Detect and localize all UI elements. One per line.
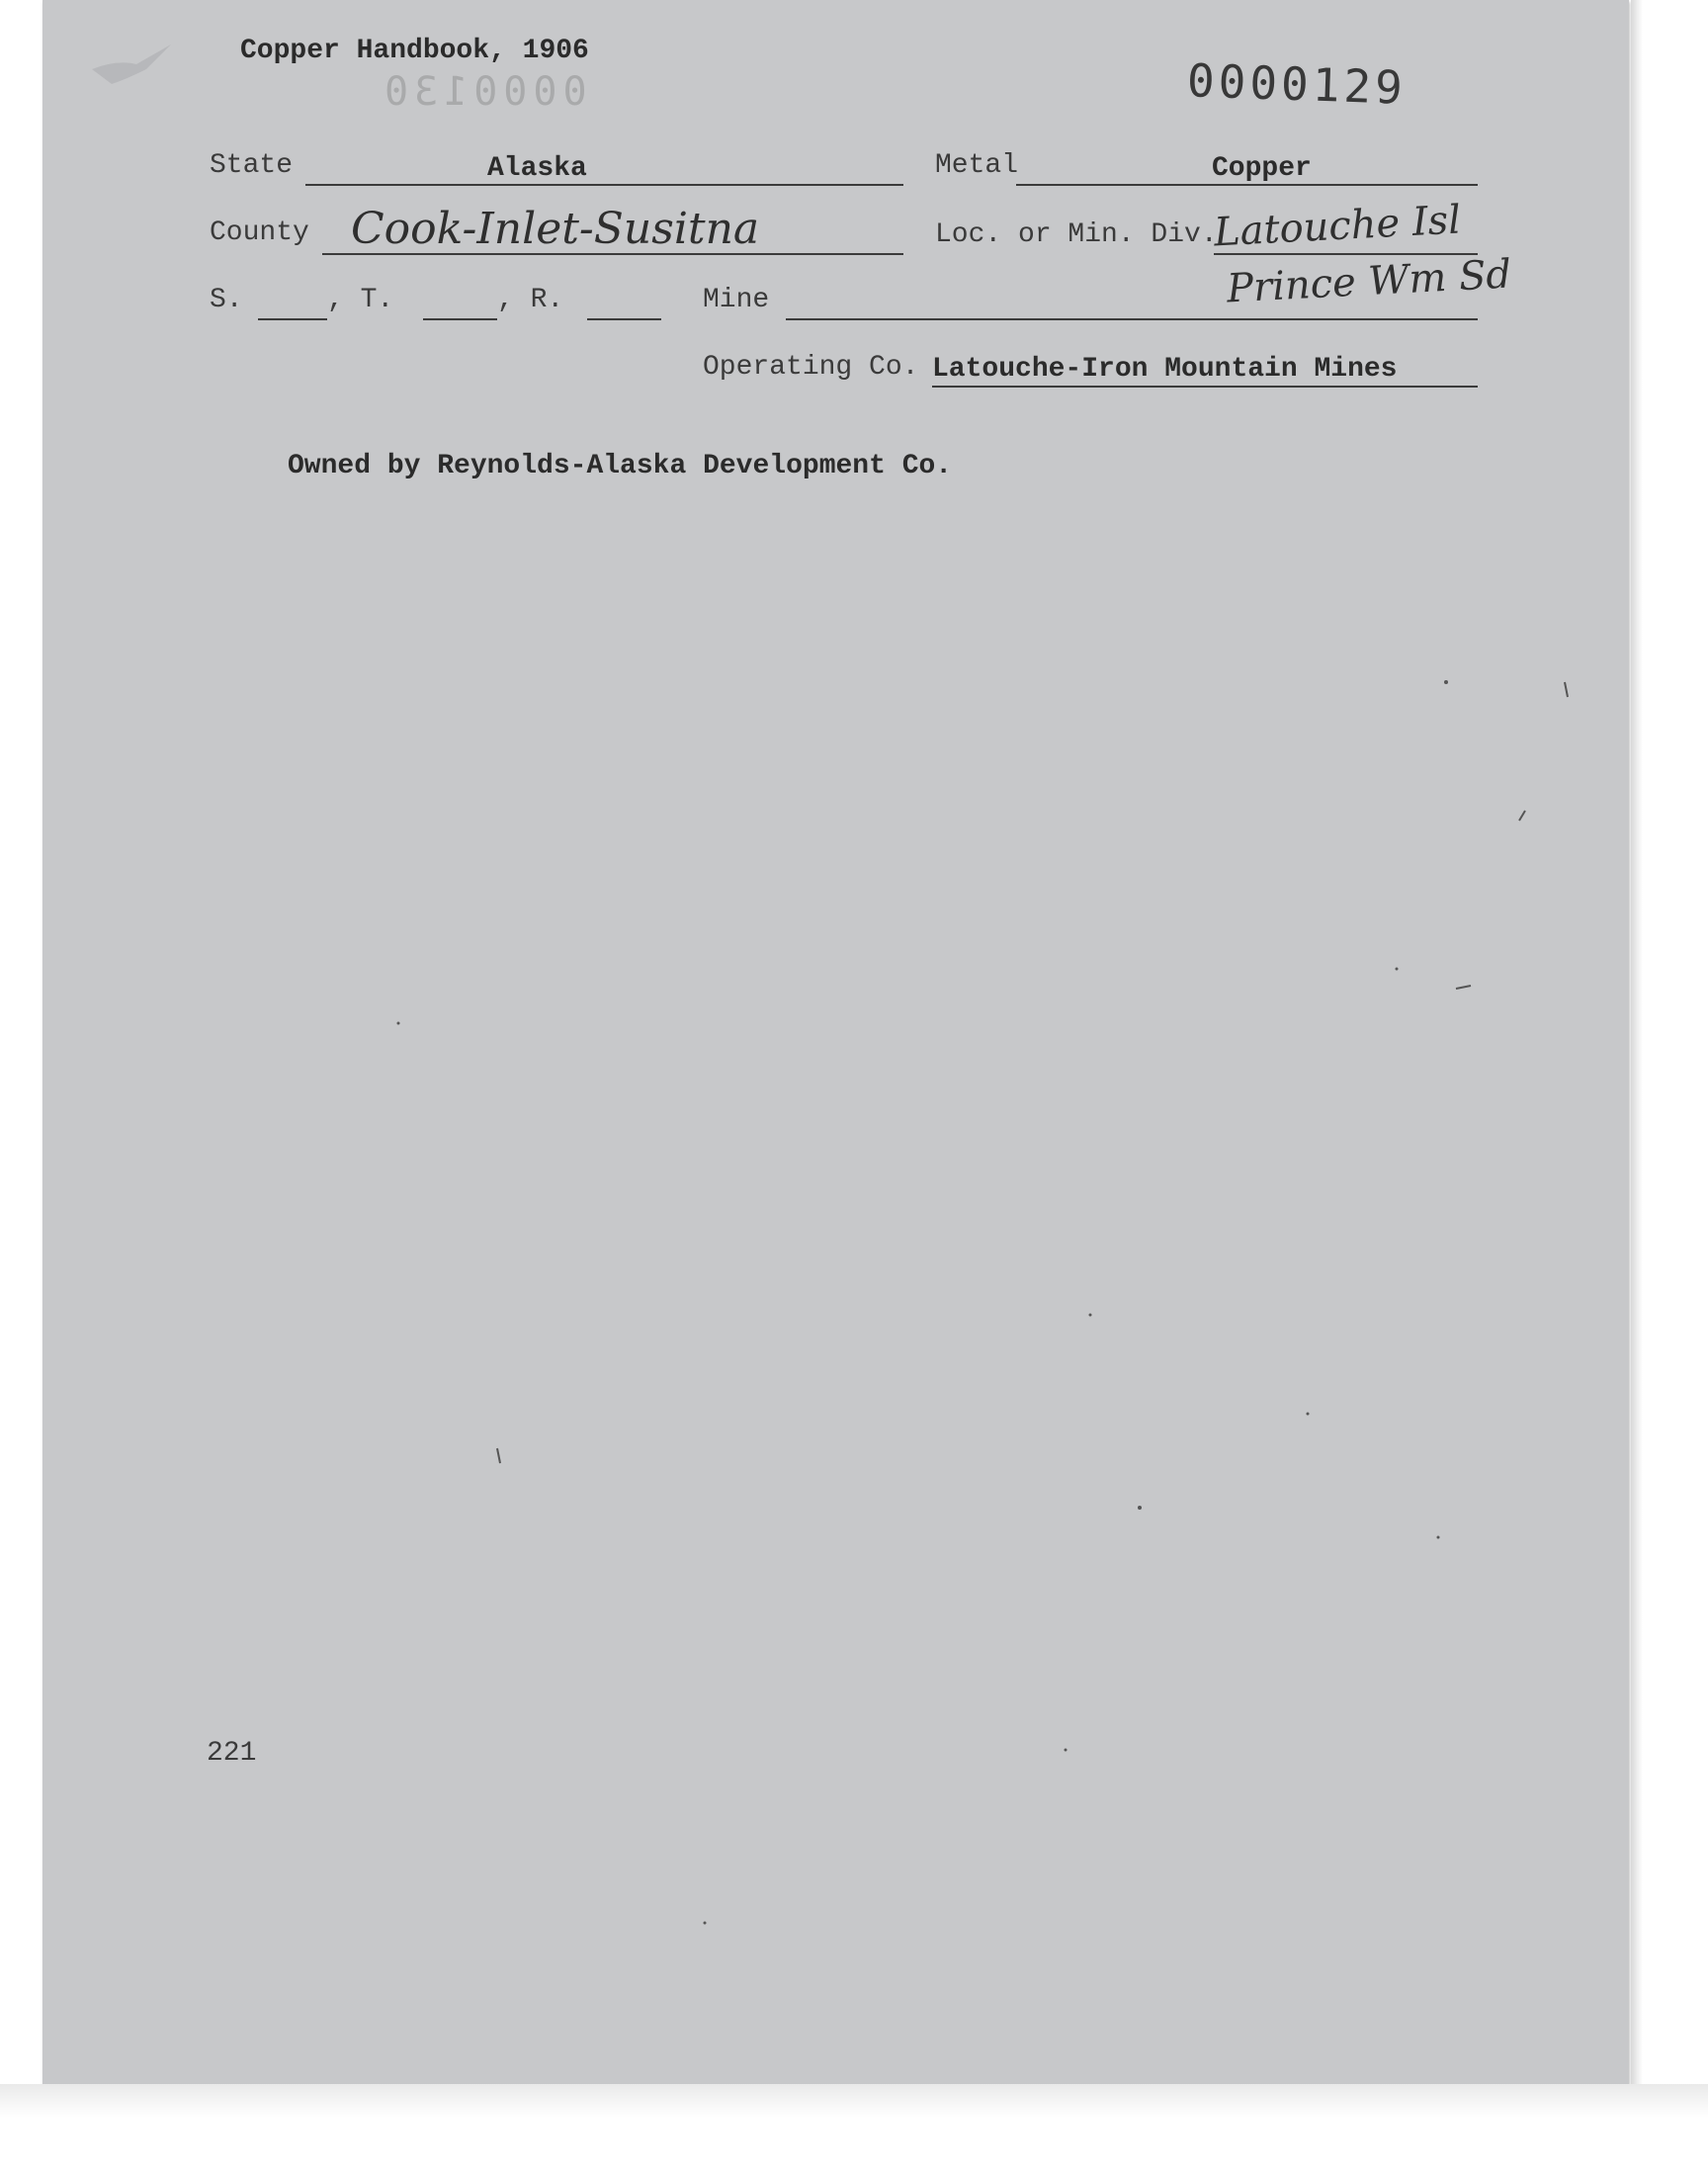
operating-co-label: Operating Co.	[703, 352, 919, 383]
page-number: 221	[207, 1738, 257, 1769]
ownership-note: Owned by Reynolds-Alaska Development Co.	[288, 451, 953, 481]
county-label: County	[210, 218, 309, 248]
county-value-handwritten: Cook-Inlet-Susitna	[351, 204, 760, 254]
scan-specks	[43, 0, 1629, 2084]
loc-value-line2-handwritten: Prince Wm Sd	[1225, 251, 1513, 312]
page-right-edge	[1631, 0, 1643, 2084]
state-label: State	[210, 150, 294, 181]
mine-label: Mine	[703, 285, 770, 315]
document-title: Copper Handbook, 1906	[240, 36, 589, 66]
loc-label: Loc. or Min. Div.	[935, 219, 1218, 250]
document-page	[43, 0, 1629, 2084]
state-value: Alaska	[487, 153, 587, 184]
township-label: , T.	[327, 285, 394, 315]
section-label: S.	[210, 285, 243, 315]
metal-label: Metal	[935, 150, 1019, 181]
operating-co-value: Latouche-Iron Mountain Mines	[932, 354, 1398, 385]
metal-value: Copper	[1212, 153, 1312, 184]
loc-value-line1-handwritten: Latouche Isl	[1212, 197, 1463, 256]
range-label: , R.	[497, 285, 564, 315]
page-bottom-edge	[0, 2084, 1708, 2118]
record-number-stamp: 0000129	[1186, 53, 1408, 115]
bleed-through-number: 0000130	[379, 69, 587, 115]
